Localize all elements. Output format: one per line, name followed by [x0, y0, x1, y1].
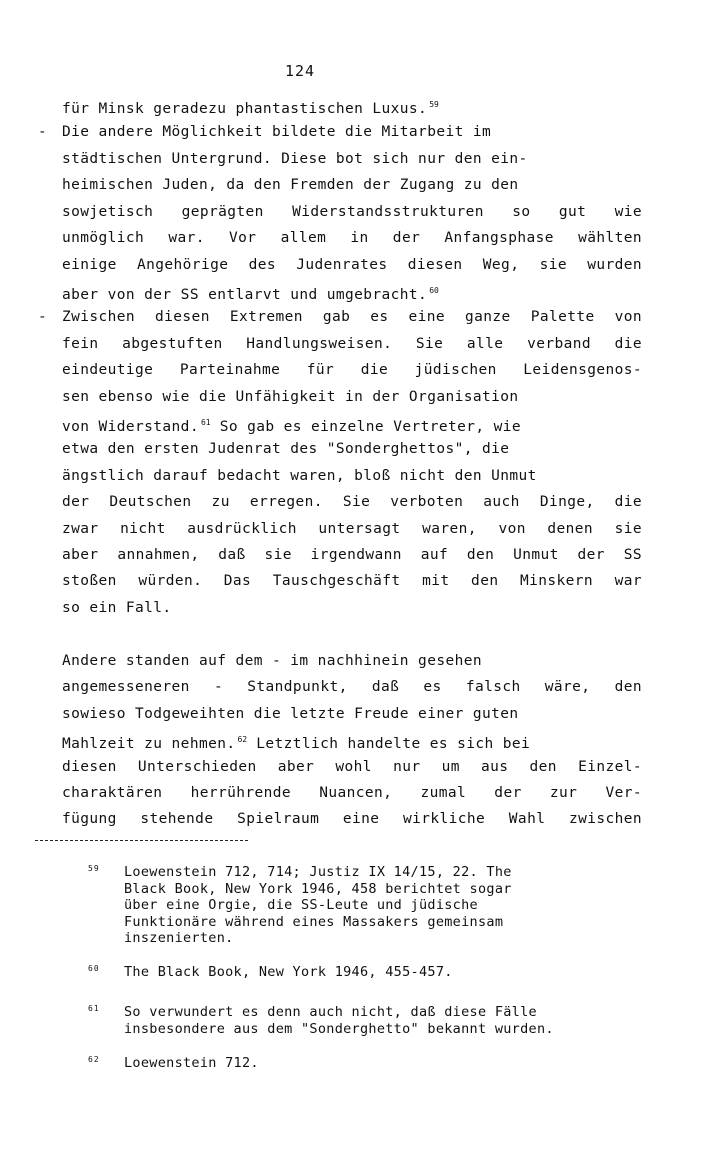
text-segment: Mahlzeit zu nehmen.	[62, 736, 236, 752]
text-line	[62, 546, 642, 564]
text-segment: städtischen Untergrund. Diese bot sich nur den ein-	[62, 151, 528, 167]
text-segment: stoßen würden. Das Tauschgeschäft mit den Minskern war	[62, 573, 642, 589]
text-segment: heimischen Juden, da den Fremden der Zugang zu den	[62, 177, 519, 193]
bullet-dash: -	[38, 124, 47, 140]
text-line	[62, 282, 642, 304]
text-line	[62, 467, 642, 485]
text-line	[62, 150, 642, 168]
footnote-line: insbesondere aus dem "Sonderghetto" bekannt wurden.	[124, 1020, 554, 1037]
page-number: 124	[284, 62, 316, 80]
text-segment: sen ebenso wie die Unfähigkeit in der Organisation	[62, 389, 519, 405]
text-line	[62, 493, 642, 511]
footnote-line: Black Book, New York 1946, 458 berichtet sogar	[124, 880, 512, 897]
text-segment: etwa den ersten Judenrat des "Sonderghettos", die	[62, 441, 510, 457]
text-line	[62, 308, 642, 326]
text-segment: von Widerstand.	[62, 419, 199, 435]
text-segment: aber annahmen, daß sie irgendwann auf den Unmut der SS	[62, 547, 642, 563]
text-line	[62, 520, 642, 538]
footnote-separator	[35, 840, 248, 841]
text-line	[62, 599, 642, 617]
text-line	[62, 96, 642, 118]
text-line	[62, 361, 642, 379]
text-segment: der Deutschen zu erregen. Sie verboten auch Dinge, die	[62, 494, 642, 510]
text-segment: Letztlich handelte es sich bei	[247, 736, 531, 752]
footnote-line: Loewenstein 712, 714; Justiz IX 14/15, 22. The	[124, 864, 512, 880]
text-segment: So gab es einzelne Vertreter, wie	[210, 419, 522, 435]
text-line	[62, 335, 642, 353]
text-segment: Die andere Möglichkeit bildete die Mitarbeit im	[62, 124, 492, 140]
text-line	[62, 440, 642, 458]
footnote-line: Loewenstein 712.	[124, 1055, 259, 1071]
bullet-dash: -	[38, 309, 47, 325]
text-segment: aber von der SS entlarvt und umgebracht.	[62, 287, 428, 303]
text-segment: Andere standen auf dem - im nachhinein gesehen	[62, 653, 482, 669]
text-segment: ängstlich darauf bedacht waren, bloß nicht den Unmut	[62, 468, 537, 484]
text-line	[62, 256, 642, 274]
text-segment: angemesseneren - Standpunkt, daß es falsch wäre, den	[62, 679, 642, 695]
text-segment: fein abgestuften Handlungsweisen. Sie alle verband die	[62, 336, 642, 352]
text-line	[62, 203, 642, 221]
text-line	[62, 678, 642, 696]
footnote-line: inszenierten.	[124, 930, 234, 946]
text-line	[62, 705, 642, 723]
text-line	[62, 652, 642, 670]
footnote-number: 61	[88, 1004, 100, 1013]
text-segment: Zwischen diesen Extremen gab es eine ganze Palette von	[62, 309, 642, 325]
footnote-reference: 61	[200, 418, 211, 427]
footnote-line: The Black Book, New York 1946, 455-457.	[124, 964, 453, 980]
text-line	[62, 731, 642, 753]
text-line	[62, 784, 642, 802]
text-segment: diesen Unterschieden aber wohl nur um aus den Einzel-	[62, 759, 642, 775]
footnote-number: 59	[88, 864, 100, 873]
text-line	[62, 758, 642, 776]
footnote-reference: 62	[237, 735, 248, 744]
text-line	[62, 176, 642, 194]
footnote-reference: 59	[429, 100, 439, 109]
text-segment: so ein Fall.	[62, 600, 172, 616]
footnote-line: So verwundert es denn auch nicht, daß diese Fälle	[124, 1004, 537, 1020]
footnote-reference: 60	[429, 286, 439, 295]
footnote-number: 62	[88, 1055, 100, 1064]
text-segment: einige Angehörige des Judenrates diesen Weg, sie wurden	[62, 257, 642, 273]
footnote-number: 60	[88, 964, 100, 973]
text-segment: zwar nicht ausdrücklich untersagt waren, von denen sie	[62, 521, 642, 537]
text-segment: sowjetisch geprägten Widerstandsstrukturen so gut wie	[62, 204, 642, 220]
footnote-line: Funktionäre während eines Massakers gemeinsam	[124, 913, 504, 930]
text-segment: charaktären herrührende Nuancen, zumal der zur Ver-	[62, 785, 642, 801]
text-segment: sowieso Todgeweihten die letzte Freude einer guten	[62, 706, 519, 722]
text-segment: fügung stehende Spielraum eine wirkliche Wahl zwischen	[62, 811, 642, 827]
text-segment: für Minsk geradezu phantastischen Luxus.	[62, 101, 428, 117]
text-segment: unmöglich war. Vor allem in der Anfangsphase wählten	[62, 230, 642, 246]
text-line	[62, 229, 642, 247]
text-line	[62, 388, 642, 406]
footnote-line: über eine Orgie, die SS-Leute und jüdische	[124, 897, 478, 913]
text-line	[62, 414, 642, 436]
text-line	[62, 810, 642, 828]
text-line	[62, 572, 642, 590]
text-line	[62, 123, 642, 141]
text-segment: eindeutige Parteinahme für die jüdischen Leidensgenos-	[62, 362, 642, 378]
